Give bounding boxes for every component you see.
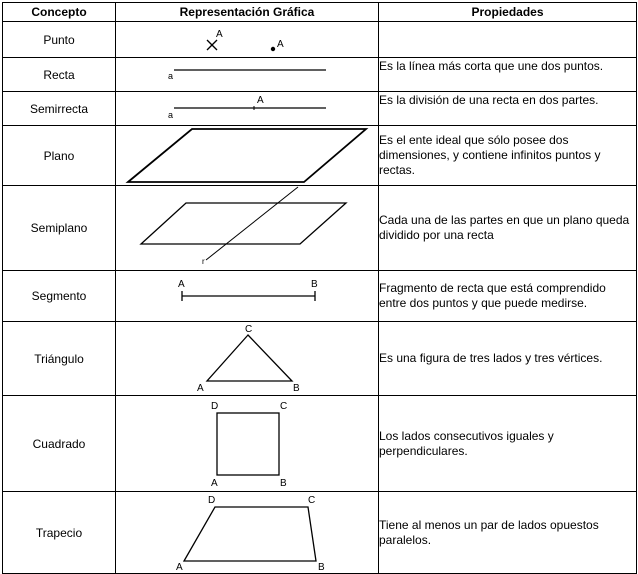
- vertex-label: B: [293, 383, 300, 394]
- figure-cell-segmento: [116, 271, 379, 322]
- figure-cell-punto: [116, 22, 379, 58]
- point-label: A: [216, 29, 223, 40]
- figure-cell-cuadrado: [116, 396, 379, 492]
- properties-cell: [379, 22, 637, 58]
- header-row: [3, 3, 637, 22]
- segment-label: B: [311, 279, 318, 290]
- point-label: A: [277, 39, 284, 50]
- segment-figure: [116, 271, 379, 321]
- trapezoid-shape-mark: [184, 507, 316, 561]
- half-plane-figure: [116, 186, 379, 270]
- header-properties: Propiedades: [379, 3, 637, 22]
- concept-cell: Semirrecta: [3, 92, 116, 126]
- figure-cell-plano: [116, 126, 379, 186]
- ray-line-label: a: [168, 110, 174, 120]
- table-row: [3, 396, 637, 492]
- concept-cell: Trapecio: [3, 492, 116, 574]
- figure-cell-semiplano: [116, 186, 379, 271]
- vertex-label: B: [280, 478, 287, 489]
- properties-cell: Tiene al menos un par de lados opuestos paralelos.: [379, 492, 637, 574]
- properties-cell: Es una figura de tres lados y tres vértices.: [379, 322, 637, 396]
- table-row: [3, 22, 637, 58]
- line-label: a: [168, 71, 174, 81]
- table-row: [3, 58, 637, 92]
- table-row: [3, 322, 637, 396]
- vertex-label: C: [308, 495, 316, 506]
- concept-cell: Triángulo: [3, 322, 116, 396]
- square-figure: [116, 396, 379, 491]
- concept-cell: Semiplano: [3, 186, 116, 271]
- vertex-label: C: [280, 401, 288, 412]
- dividing-line-mark: [206, 187, 298, 260]
- table-row: [3, 492, 637, 574]
- properties-cell: Fragmento de recta que está comprendido entre dos puntos y que puede medirse.: [379, 271, 637, 322]
- concept-cell: Plano: [3, 126, 116, 186]
- vertex-label: A: [211, 478, 218, 489]
- plane-parallelogram-mark: [128, 129, 366, 182]
- concept-cell: Punto: [3, 22, 116, 58]
- ray-point-label: A: [257, 95, 264, 106]
- properties-cell: Es la línea más corta que une dos puntos.: [379, 58, 637, 92]
- properties-cell: Cada una de las partes en que un plano queda dividido por una recta: [379, 186, 637, 271]
- figure-cell-recta: [116, 58, 379, 92]
- trapezoid-figure: [116, 492, 379, 573]
- point-cross-mark: [207, 40, 217, 50]
- table-row: [3, 126, 637, 186]
- table-row: [3, 186, 637, 271]
- vertex-label: D: [208, 495, 216, 506]
- vertex-label: A: [176, 562, 183, 573]
- ray-figure: [116, 92, 379, 125]
- vertex-label: A: [197, 383, 204, 394]
- concept-cell: Segmento: [3, 271, 116, 322]
- concept-cell: Cuadrado: [3, 396, 116, 492]
- table-row: [3, 92, 637, 126]
- figure-cell-trapecio: [116, 492, 379, 574]
- figure-cell-triangulo: [116, 322, 379, 396]
- header-representation: Representación Gráfica: [116, 3, 379, 22]
- vertex-label: B: [318, 562, 325, 573]
- table-row: [3, 271, 637, 322]
- properties-cell: Es el ente ideal que sólo posee dos dimensiones, y contiene infinitos puntos y rectas.: [379, 126, 637, 186]
- half-plane-parallelogram-mark: [141, 203, 346, 244]
- header-concept: Concepto: [3, 3, 116, 22]
- point-dot-mark: [271, 47, 275, 51]
- properties-cell: Es la división de una recta en dos partes.: [379, 92, 637, 126]
- figure-cell-semirrecta: [116, 92, 379, 126]
- properties-cell: Los lados consecutivos iguales y perpendiculares.: [379, 396, 637, 492]
- plane-figure: [116, 126, 379, 185]
- line-figure: [116, 58, 379, 91]
- geometry-concepts-table: [2, 2, 637, 574]
- triangle-shape-mark: [207, 335, 292, 381]
- vertex-label: C: [245, 324, 253, 335]
- square-shape-mark: [217, 413, 279, 475]
- concept-cell: Recta: [3, 58, 116, 92]
- dividing-line-label: r: [202, 257, 205, 266]
- point-figure: [116, 22, 379, 57]
- segment-label: A: [178, 279, 185, 290]
- triangle-figure: [116, 322, 379, 395]
- vertex-label: D: [211, 401, 219, 412]
